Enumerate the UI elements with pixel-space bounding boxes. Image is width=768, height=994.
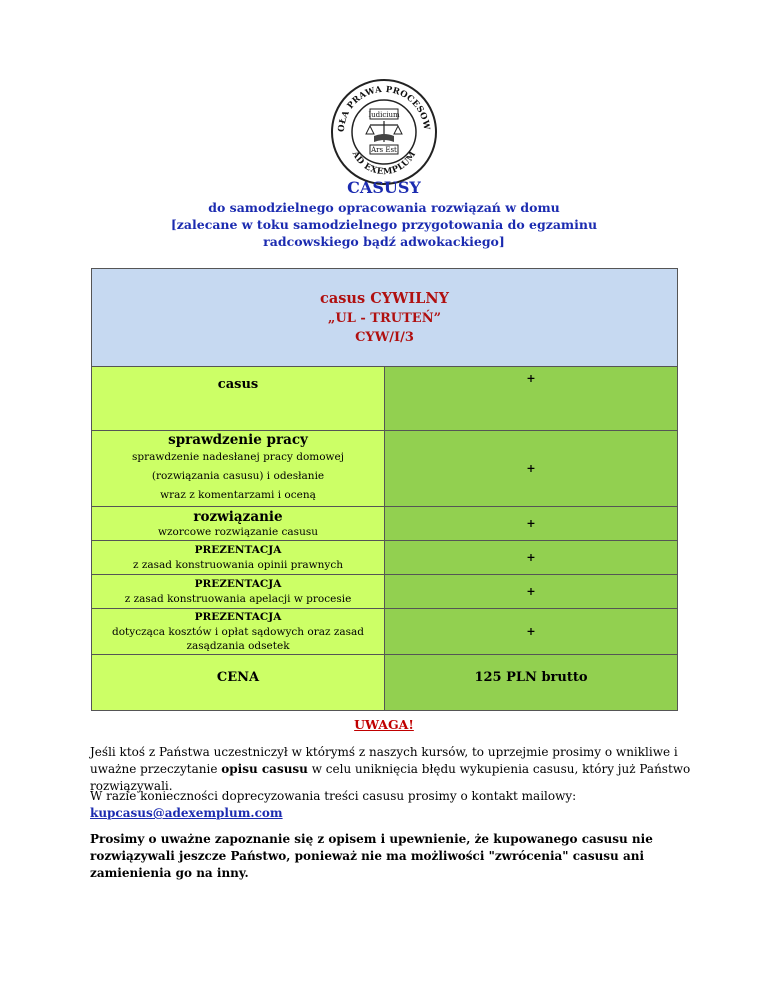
row-mark: + [385,541,678,575]
page-subtitle [0,199,768,250]
offer-header-code: CYW/I/3 [355,330,414,345]
row-desc: (rozwiązania casusu) i odesłanie [151,470,325,482]
row-desc: zasądzania odsetek [186,640,290,652]
price-label-text: CENA [216,670,260,685]
row-title: PREZENTACJA [194,611,282,623]
row-title: PREZENTACJA [194,544,282,556]
row-desc: dotycząca kosztów i opłat sądowych oraz zasad [112,626,364,638]
row-desc: wzorcowe rozwiązanie casusu [158,525,318,538]
offer-header [92,269,678,367]
price-label [92,655,385,711]
table-row [92,507,678,541]
price-row [92,655,678,711]
logo-inner-bottom: Ars Est [371,146,397,154]
row-label [92,431,385,507]
row-desc: z zasad konstruowania opinii prawnych [132,559,344,571]
row-desc: sprawdzenie nadesłanej pracy domowej [131,451,345,463]
school-logo [330,78,438,186]
row-mark: + [385,367,678,431]
table-row [92,431,678,507]
row-title: casus [217,376,259,392]
row-label [92,507,385,541]
contact-email-link[interactable]: kupcasus@adexemplum.com [90,806,283,820]
table-row [92,609,678,655]
offer-table [91,268,678,711]
subtitle-line-2: [zalecane w toku samodzielnego przygotowania do egzaminu [170,217,598,232]
notice-emphasis: opisu casusu [221,762,308,776]
price-value [385,655,678,711]
row-label [92,575,385,609]
row-mark: + [385,507,678,541]
row-mark: + [385,609,678,655]
row-mark: + [385,575,678,609]
table-row [92,575,678,609]
row-label [92,367,385,431]
row-desc: wraz z komentarzami i oceną [160,489,316,501]
notice-text: w celu uniknięcia błędu wykupienia casusu, który już Państwo rozwiązywali. [90,762,691,793]
table-row [92,541,678,575]
notice-text: Jeśli ktoś z Państwa uczestniczył w którymś z naszych kursów, to uprzejmie prosimy o wnikliwe i uważne przeczytanie [90,745,678,776]
notice-paragraph-2 [90,788,700,822]
offer-header-category: casus CYWILNY [320,290,449,307]
row-title: sprawdzenie pracy [168,432,308,448]
notice-title: UWAGA! [354,717,414,732]
logo-inner-top: Iudicium [368,111,400,119]
svg-text:SZKOŁA PRAWA PROCESOWEGO [330,78,431,132]
row-label [92,541,385,575]
row-desc: z zasad konstruowania apelacji w procesie [124,593,352,605]
contact-text: W razie konieczności doprecyzowania treści casusu prosimy o kontakt mailowy: [90,789,577,803]
logo-ring-bottom-text: AD EXEMPLUM [349,149,419,178]
offer-header-name: „UL - TRUTEŃ” [327,311,442,326]
page-title: CASUSY [347,178,421,197]
subtitle-line-1: do samodzielnego opracowania rozwiązań w domu [208,200,560,215]
subtitle-line-3: radcowskiego bądź adwokackiego] [263,234,505,249]
row-mark: + [385,431,678,507]
price-value-text: 125 PLN brutto [474,670,588,685]
logo-ring-top-text: OŁA PRAWA PROCESOW [336,84,432,133]
row-title: rozwiązanie [193,508,283,525]
table-row [92,367,678,431]
notice-paragraph-3: Prosimy o uważne zapoznanie się z opisem i upewnienie, że kupowanego casusu nie rozwiązywali jeszcze Państwo, ponieważ nie ma możliwości "zwrócenia" casusu ani zamienienia go na inny. [90,832,653,880]
row-label [92,609,385,655]
row-title: PREZENTACJA [194,578,282,590]
